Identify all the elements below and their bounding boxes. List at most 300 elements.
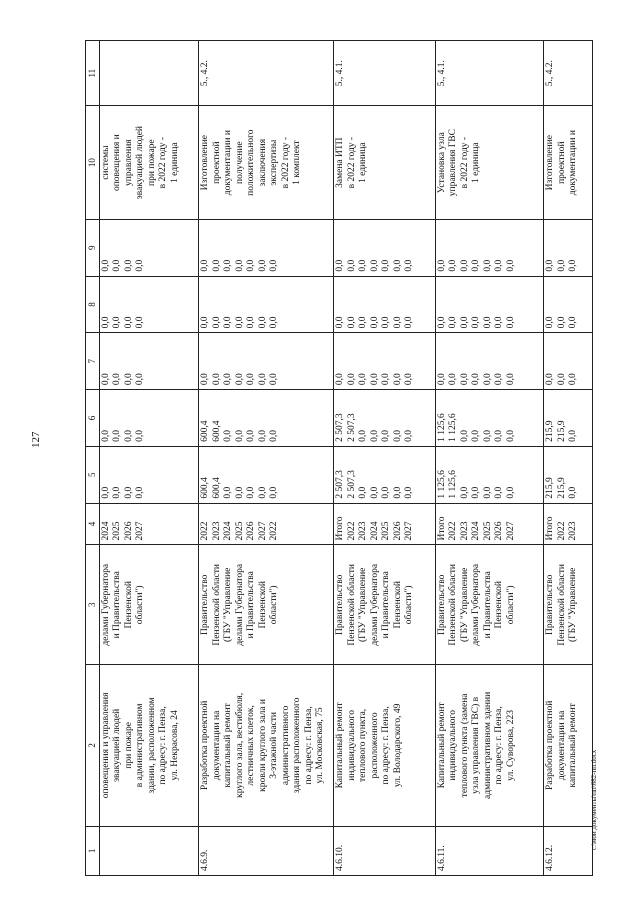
cell-line: 0,0: [482, 316, 493, 329]
header-cell: 2: [86, 665, 100, 827]
cell-line: 0,0: [404, 429, 415, 442]
cell-line: 0,0: [100, 259, 111, 272]
cell-line: 0,0: [369, 486, 380, 499]
cell-line: получение: [234, 141, 245, 184]
cell-line: 0,0: [112, 486, 123, 499]
cell-line: 0,0: [135, 259, 146, 272]
cell-line: в 2022 году -: [158, 136, 169, 189]
table-cell-c5: [334, 446, 436, 503]
cell-line: 0,0: [392, 373, 403, 386]
table-cell-c7: [99, 333, 199, 390]
header-cell: 1: [86, 826, 100, 875]
cell-line: 0,0: [369, 373, 380, 386]
cell-line: административного: [280, 705, 291, 786]
table-cell-exec: [99, 545, 199, 665]
cell-line: 0,0: [246, 259, 257, 272]
cell-line: лестничных клеток,: [246, 705, 257, 786]
cell-line: 0,0: [404, 373, 415, 386]
cell-line: 0,0: [223, 259, 234, 272]
cell-line: Правительство: [335, 574, 346, 635]
cell-line: 0,0: [246, 486, 257, 499]
cell-line: эвакуацией людей: [112, 708, 123, 783]
table-cell-years: [199, 503, 334, 545]
cell-line: 0,0: [448, 259, 459, 272]
cell-line: 0,0: [471, 373, 482, 386]
cell-line: 0,0: [234, 316, 245, 329]
cell-line: 0,0: [257, 429, 268, 442]
cell-line: по адресу: г. Пенза,: [303, 706, 314, 785]
cell-line: 2024: [471, 521, 482, 541]
cell-line: 1 125,6: [436, 413, 447, 442]
cell-line: 215,9: [556, 420, 567, 442]
cell-line: 0,0: [358, 316, 369, 329]
table-cell-c7: [199, 333, 334, 390]
cell-line: области"): [269, 585, 280, 625]
cell-line: 0,0: [200, 259, 211, 272]
cell-line: 2027: [135, 521, 146, 541]
cell-line: здании, расположенном: [146, 697, 157, 794]
cell-line: 0,0: [223, 373, 234, 386]
cell-text: 4.6.9.: [200, 849, 211, 871]
cell-line: 0,0: [404, 486, 415, 499]
cell-line: здания расположенного: [292, 697, 303, 794]
cell-line: 0,0: [471, 486, 482, 499]
table-cell-code: [334, 41, 436, 106]
table-cell-name: [199, 665, 334, 827]
cell-line: 0,0: [404, 316, 415, 329]
cell-line: 0,0: [246, 429, 257, 442]
header-cell: 5: [86, 446, 100, 503]
table-cell-c8: [334, 276, 436, 333]
table-cell-name: [99, 665, 199, 827]
cell-line: 0,0: [335, 373, 346, 386]
table-row: [544, 41, 593, 876]
table-cell-c6: [334, 390, 436, 447]
cell-line: Установка узла: [436, 132, 447, 194]
header-cell: 4: [86, 503, 100, 545]
cell-line: 0,0: [482, 486, 493, 499]
table-cell-c7: [435, 333, 543, 390]
cell-text: 5., 4.1.: [436, 60, 447, 87]
cell-line: Капитальный ремонт: [436, 702, 447, 789]
cell-line: 0,0: [335, 259, 346, 272]
cell-line: 600,4: [200, 477, 211, 499]
cell-line: документации на: [556, 710, 567, 781]
cell-line: 0,0: [482, 259, 493, 272]
cell-line: 0,0: [246, 373, 257, 386]
cell-line: 0,0: [358, 486, 369, 499]
header-cell: 11: [86, 41, 100, 106]
cell-line: 0,0: [269, 259, 280, 272]
cell-line: 0,0: [358, 259, 369, 272]
program-table: [85, 40, 593, 876]
table-cell-c9: [544, 219, 593, 276]
table-row: [334, 41, 436, 876]
table-cell-name: [334, 665, 436, 827]
cell-line: по адресу: г. Пенза,: [158, 706, 169, 785]
cell-line: 600,4: [211, 477, 222, 499]
table-cell-c5: [435, 446, 543, 503]
cell-text: [101, 829, 113, 873]
header-cell: 8: [86, 276, 100, 333]
cell-line: 1 комплект: [292, 140, 303, 185]
cell-line: делами Губернатора: [471, 563, 482, 646]
cell-line: 2023: [459, 521, 470, 541]
cell-line: в 2022 году -: [346, 136, 357, 189]
cell-line: 0,0: [211, 316, 222, 329]
cell-line: документации и: [223, 130, 234, 196]
cell-line: при пожаре: [123, 722, 134, 769]
cell-line: 2022: [346, 521, 357, 541]
cell-line: проектной: [556, 141, 567, 184]
cell-line: индивидуального: [346, 710, 357, 781]
cell-line: 0,0: [459, 316, 470, 329]
cell-line: 0,0: [448, 373, 459, 386]
table-row: [435, 41, 543, 876]
cell-line: (ГБУ "Управление: [223, 567, 234, 642]
table-cell-c6: [199, 390, 334, 447]
cell-line: положительного: [246, 129, 257, 196]
cell-line: 0,0: [392, 486, 403, 499]
cell-line: Правительство: [436, 574, 447, 635]
table-cell-num: [544, 826, 593, 875]
cell-line: 0,0: [471, 316, 482, 329]
cell-line: ул. Некрасова, 24: [169, 710, 180, 781]
cell-line: 0,0: [404, 259, 415, 272]
cell-line: области"): [404, 585, 415, 625]
cell-line: круглого зала, вестибюля,: [234, 692, 245, 798]
cell-line: 0,0: [112, 259, 123, 272]
cell-line: делами Губернатора: [234, 563, 245, 646]
table-cell-num: [99, 826, 199, 875]
table-cell-years: [334, 503, 436, 545]
cell-line: 0,0: [200, 316, 211, 329]
table-cell-c8: [99, 276, 199, 333]
cell-line: 1 единица: [358, 142, 369, 183]
table-cell-exec: [544, 545, 593, 665]
cell-line: 0,0: [135, 373, 146, 386]
cell-line: 0,0: [568, 486, 579, 499]
cell-line: Пензенской области: [556, 564, 567, 646]
cell-line: по адресу: г. Пенза,: [494, 706, 505, 785]
cell-text: 4.6.12.: [545, 844, 556, 871]
cell-line: 0,0: [269, 316, 280, 329]
cell-line: 0,0: [392, 316, 403, 329]
cell-line: Итого: [335, 516, 346, 541]
cell-line: 0,0: [381, 429, 392, 442]
cell-line: 1 единица: [471, 142, 482, 183]
header-cell: 6: [86, 390, 100, 447]
cell-line: 2025: [234, 521, 245, 541]
file-path-footer: c:\мои документы\пп\682-пп.docx: [590, 749, 598, 850]
cell-line: Замена ИТП: [335, 137, 346, 188]
cell-line: 2027: [257, 521, 268, 541]
cell-line: области"): [135, 585, 146, 625]
table-cell-num: [199, 826, 334, 875]
table-cell-years: [544, 503, 593, 545]
cell-line: 0,0: [123, 373, 134, 386]
cell-line: 0,0: [505, 429, 516, 442]
table-cell-exec: [199, 545, 334, 665]
cell-line: 0,0: [123, 316, 134, 329]
cell-line: 0,0: [381, 259, 392, 272]
rotated-table-container: [85, 40, 593, 876]
cell-line: делами Губернатора: [100, 563, 111, 646]
cell-line: 0,0: [123, 486, 134, 499]
cell-line: и Правительства: [381, 571, 392, 639]
cell-line: 0,0: [494, 259, 505, 272]
cell-line: ул. Володарского, 49: [392, 703, 403, 788]
cell-line: теплового пункта (замена: [459, 693, 470, 798]
cell-line: 0,0: [335, 316, 346, 329]
cell-line: 2026: [392, 521, 403, 541]
cell-line: 0,0: [381, 486, 392, 499]
cell-line: 0,0: [392, 259, 403, 272]
cell-line: 215,9: [556, 477, 567, 499]
cell-line: Разработка проектной: [545, 700, 556, 791]
table-cell-name: [435, 665, 543, 827]
header-cell: 3: [86, 545, 100, 665]
table-cell-c9: [99, 219, 199, 276]
cell-line: 0,0: [471, 259, 482, 272]
cell-line: Итого: [545, 516, 556, 541]
cell-line: 0,0: [112, 373, 123, 386]
page-number: 127: [30, 431, 42, 448]
cell-line: 0,0: [100, 486, 111, 499]
cell-line: в административном: [135, 703, 146, 788]
table-cell-c8: [435, 276, 543, 333]
cell-line: 0,0: [556, 373, 567, 386]
cell-line: по адресу: г. Пенза,: [381, 706, 392, 785]
cell-line: (ГБУ "Управление: [568, 567, 579, 642]
cell-line: Пензенской: [494, 581, 505, 629]
cell-line: Пензенской: [123, 581, 134, 629]
cell-line: 1 125,6: [448, 470, 459, 499]
cell-line: 2 507,3: [335, 413, 346, 442]
cell-line: 0,0: [269, 429, 280, 442]
cell-line: 0,0: [211, 373, 222, 386]
cell-line: 0,0: [234, 373, 245, 386]
cell-line: 2024: [223, 521, 234, 541]
cell-line: 0,0: [436, 316, 447, 329]
table-cell-c6: [544, 390, 593, 447]
cell-line: при пожаре: [146, 139, 157, 186]
cell-line: 0,0: [358, 373, 369, 386]
cell-line: 0,0: [100, 316, 111, 329]
cell-text: 4.6.11.: [436, 845, 447, 871]
cell-line: индивидуального: [448, 710, 459, 781]
cell-line: 0,0: [112, 316, 123, 329]
cell-line: 0,0: [369, 316, 380, 329]
cell-line: Пензенской области: [346, 564, 357, 646]
cell-line: (ГБУ "Управление: [358, 567, 369, 642]
cell-line: 2026: [246, 521, 257, 541]
cell-line: 0,0: [494, 373, 505, 386]
cell-line: 0,0: [123, 429, 134, 442]
cell-line: 0,0: [392, 429, 403, 442]
cell-line: 0,0: [568, 316, 579, 329]
cell-line: 0,0: [482, 373, 493, 386]
cell-line: 2023: [211, 521, 222, 541]
cell-line: Правительство: [545, 574, 556, 635]
cell-line: 0,0: [135, 429, 146, 442]
cell-line: 0,0: [568, 259, 579, 272]
cell-text: [101, 43, 113, 103]
cell-line: 0,0: [545, 373, 556, 386]
table-cell-years: [435, 503, 543, 545]
cell-line: документации и: [568, 130, 579, 196]
table-cell-c6: [435, 390, 543, 447]
cell-line: 2026: [123, 521, 134, 541]
cell-line: капитальный ремонт: [223, 703, 234, 788]
table-cell-result: [544, 106, 593, 219]
cell-line: 0,0: [257, 486, 268, 499]
cell-line: 2 507,3: [346, 413, 357, 442]
cell-line: в 2022 году -: [280, 136, 291, 189]
table-cell-code: [435, 41, 543, 106]
cell-line: 0,0: [135, 316, 146, 329]
cell-line: 0,0: [211, 259, 222, 272]
table-cell-num: [334, 826, 436, 875]
table-cell-result: [334, 106, 436, 219]
table-cell-c9: [199, 219, 334, 276]
cell-line: 215,9: [545, 477, 556, 499]
cell-line: 0,0: [482, 429, 493, 442]
cell-text: 4.6.10.: [335, 844, 346, 871]
table-cell-code: [199, 41, 334, 106]
cell-line: Изготовление: [200, 134, 211, 191]
cell-line: 0,0: [568, 373, 579, 386]
cell-line: 0,0: [545, 316, 556, 329]
cell-line: 0,0: [568, 429, 579, 442]
cell-line: 2025: [482, 521, 493, 541]
table-cell-result: [99, 106, 199, 219]
cell-line: эвакуацией людей: [135, 126, 146, 200]
table-row: [99, 41, 199, 876]
cell-line: 0,0: [436, 259, 447, 272]
cell-line: 0,0: [381, 316, 392, 329]
cell-line: документации на: [211, 710, 222, 781]
table-row: [199, 41, 334, 876]
cell-line: кровли круглого зала и: [257, 698, 268, 792]
cell-line: 1 единица: [169, 142, 180, 183]
table-cell-years: [99, 503, 199, 545]
cell-line: делами Губернатора: [369, 563, 380, 646]
cell-text: 5., 4.2.: [545, 60, 556, 87]
table-cell-name: [544, 665, 593, 827]
cell-line: 0,0: [436, 373, 447, 386]
cell-line: Пензенской: [392, 581, 403, 629]
cell-line: 0,0: [471, 429, 482, 442]
cell-line: 600,4: [211, 420, 222, 442]
table-cell-code: [544, 41, 593, 106]
cell-line: Капитальный ремонт: [335, 702, 346, 789]
cell-line: ул. Суворова, 223: [505, 709, 516, 781]
table-cell-c6: [99, 390, 199, 447]
table-cell-c5: [99, 446, 199, 503]
table-cell-code: [99, 41, 199, 106]
cell-line: 215,9: [545, 420, 556, 442]
table-cell-exec: [435, 545, 543, 665]
cell-line: 0,0: [100, 373, 111, 386]
cell-line: 0,0: [505, 373, 516, 386]
table-cell-c7: [334, 333, 436, 390]
cell-line: 2023: [358, 521, 369, 541]
table-cell-result: [199, 106, 334, 219]
cell-line: 0,0: [545, 259, 556, 272]
cell-line: Изготовление: [545, 134, 556, 191]
cell-line: 0,0: [246, 316, 257, 329]
table-cell-c7: [544, 333, 593, 390]
cell-line: 2027: [505, 521, 516, 541]
cell-line: 0,0: [556, 259, 567, 272]
table-cell-c9: [435, 219, 543, 276]
cell-line: заключения: [257, 138, 268, 187]
cell-line: 2 507,3: [335, 470, 346, 499]
cell-line: теплового пункта,: [358, 708, 369, 782]
cell-line: 0,0: [459, 429, 470, 442]
cell-line: области"): [505, 585, 516, 625]
cell-line: 0,0: [223, 316, 234, 329]
cell-line: 600,4: [200, 420, 211, 442]
header-cell: 7: [86, 333, 100, 390]
cell-line: 0,0: [269, 486, 280, 499]
cell-line: и Правительства: [112, 571, 123, 639]
cell-line: 0,0: [369, 259, 380, 272]
cell-line: Итого: [436, 516, 447, 541]
table-cell-num: [435, 826, 543, 875]
cell-line: 0,0: [505, 486, 516, 499]
cell-line: 2025: [112, 521, 123, 541]
cell-line: 0,0: [200, 373, 211, 386]
cell-line: 0,0: [494, 316, 505, 329]
cell-line: 0,0: [505, 259, 516, 272]
table-cell-exec: [334, 545, 436, 665]
cell-line: 0,0: [346, 316, 357, 329]
cell-line: оповещения и управления: [100, 692, 111, 799]
cell-line: 0,0: [494, 429, 505, 442]
cell-line: 0,0: [100, 429, 111, 442]
cell-line: 0,0: [135, 486, 146, 499]
cell-line: Разработка проектной: [200, 700, 211, 791]
cell-line: и Правительства: [246, 571, 257, 639]
header-cell: 10: [86, 106, 100, 219]
table-cell-c5: [199, 446, 334, 503]
cell-line: 0,0: [459, 259, 470, 272]
cell-line: 0,0: [448, 316, 459, 329]
cell-line: 0,0: [556, 316, 567, 329]
cell-line: 1 125,6: [448, 413, 459, 442]
cell-line: 0,0: [269, 373, 280, 386]
cell-line: управления: [123, 139, 134, 186]
cell-line: 2027: [404, 521, 415, 541]
cell-line: 1 125,6: [436, 470, 447, 499]
cell-line: в 2022 году -: [459, 136, 470, 189]
cell-line: 0,0: [257, 259, 268, 272]
cell-line: проектной: [211, 141, 222, 184]
cell-line: системы: [100, 145, 111, 180]
cell-line: 2022: [448, 521, 459, 541]
cell-line: 0,0: [257, 373, 268, 386]
cell-line: Правительство: [200, 574, 211, 635]
cell-line: капитальный ремонт: [568, 703, 579, 788]
cell-line: 2024: [369, 521, 380, 541]
cell-line: 0,0: [459, 486, 470, 499]
cell-line: 0,0: [505, 316, 516, 329]
cell-line: административном здании: [482, 691, 493, 799]
cell-line: Пензенской: [257, 581, 268, 629]
cell-line: расположенного: [369, 712, 380, 779]
